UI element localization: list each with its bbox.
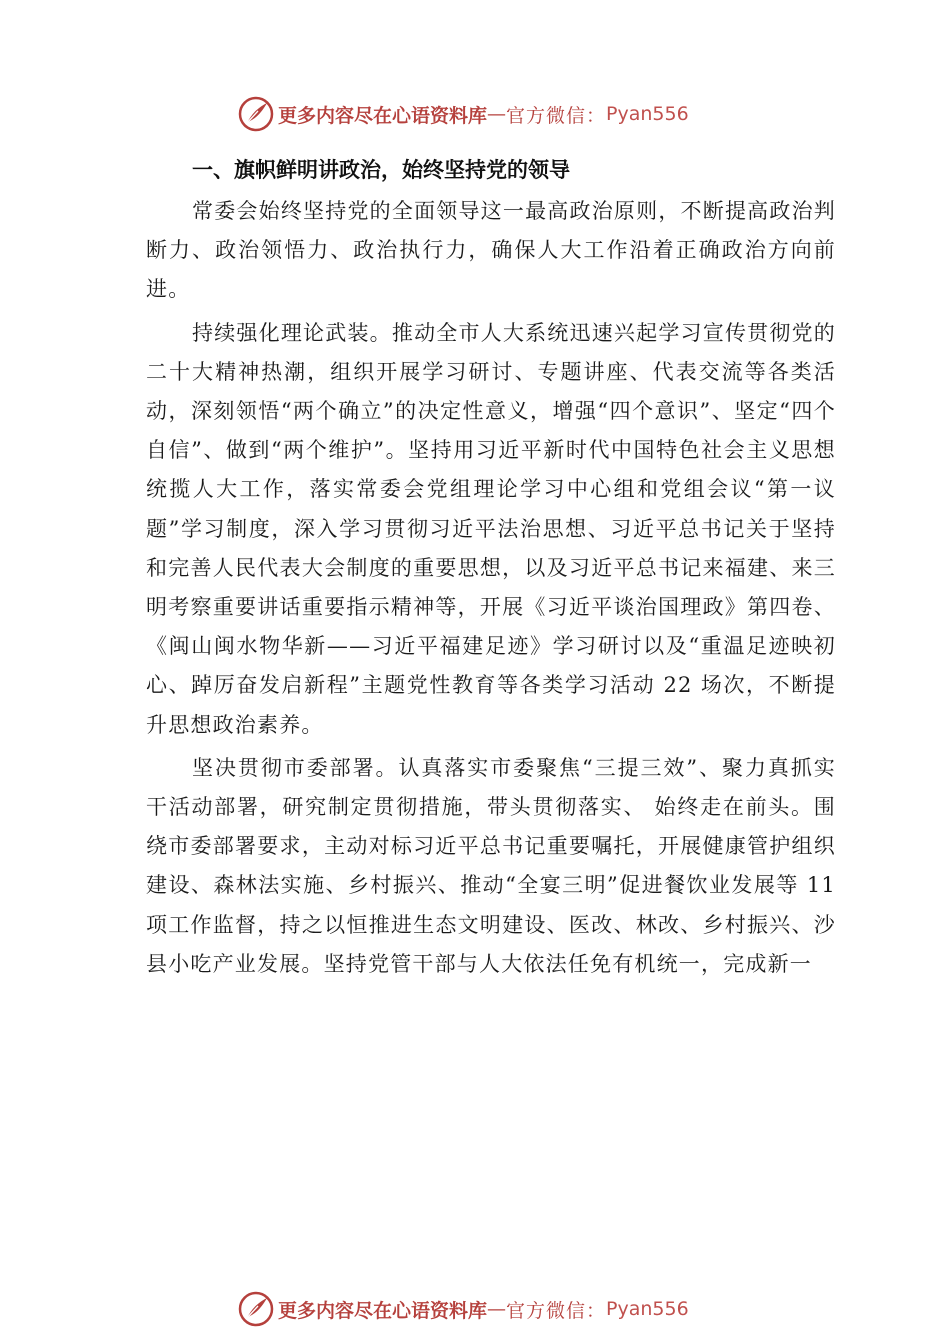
section-heading: 一、旗帜鲜明讲政治，始终坚持党的领导 — [192, 158, 570, 182]
banner-main-text: 更多内容尽在心语资料库 — [278, 1299, 488, 1322]
paragraph-deployment: 坚决贯彻市委部署。认真落实市委聚焦“三提三效”、聚力真抓实干活动部署，研究制定贯彻措施，带头贯彻落实、 始终走在前头。围绕市委部署要求，主动对标习近平总书记重要嘱托，开展健康管护组织建设、森林法实施、乡村振兴、推动“全宴三明”促进餐饮业发展等 11 项工作监督，持之以恒推进生态文明建设、医改、林改、乡村振兴、沙县小吃产业发展。坚持党管干部与人大依法任免有机统一，完成新一 — [146, 755, 836, 976]
paragraph-intro: 常委会始终坚持党的全面领导这一最高政治原则，不断提高政治判断力、政治领悟力、政治执行力，确保人大工作沿着正确政治方向前进。 — [146, 199, 836, 302]
banner-separator: — — [487, 1298, 507, 1320]
banner-wechat-id: Pyan556 — [606, 103, 689, 125]
footer-banner — [238, 1289, 689, 1329]
quill-logo-icon — [238, 96, 274, 132]
header-banner — [238, 94, 689, 134]
quill-logo-icon — [238, 1291, 274, 1327]
banner-official-label: 官方微信： — [506, 104, 607, 127]
banner-main-text: 更多内容尽在心语资料库 — [278, 104, 488, 127]
banner-wechat-id: Pyan556 — [606, 1298, 689, 1320]
paragraph-theory: 持续强化理论武装。推动全市人大系统迅速兴起学习宣传贯彻党的二十大精神热潮，组织开展学习研讨、专题讲座、代表交流等各类活动，深刻领悟“两个确立”的决定性意义，增强“四个意识”、坚定“四个自信”、做到“两个维护”。坚持用习近平新时代中国特色社会主义思想统揽人大工作，落实常委会党组理论学习中心组和党组会议“第一议题”学习制度，深入学习贯彻习近平法治思想、习近平总书记关于坚持和完善人民代表大会制度的重要思想，以及习近平总书记来福建、来三明考察重要讲话重要指示精神等，开展《习近平谈治国理政》第四卷、《闽山闽水物华新——习近平福建足迹》学习研讨以及“重温足迹映初心、踔厉奋发启新程”主题党性教育等各类学习活动 22 场次，不断提升思想政治素养。 — [146, 320, 836, 737]
banner-official-label: 官方微信： — [506, 1299, 607, 1322]
document-body — [146, 152, 836, 988]
banner-separator: — — [487, 103, 507, 125]
